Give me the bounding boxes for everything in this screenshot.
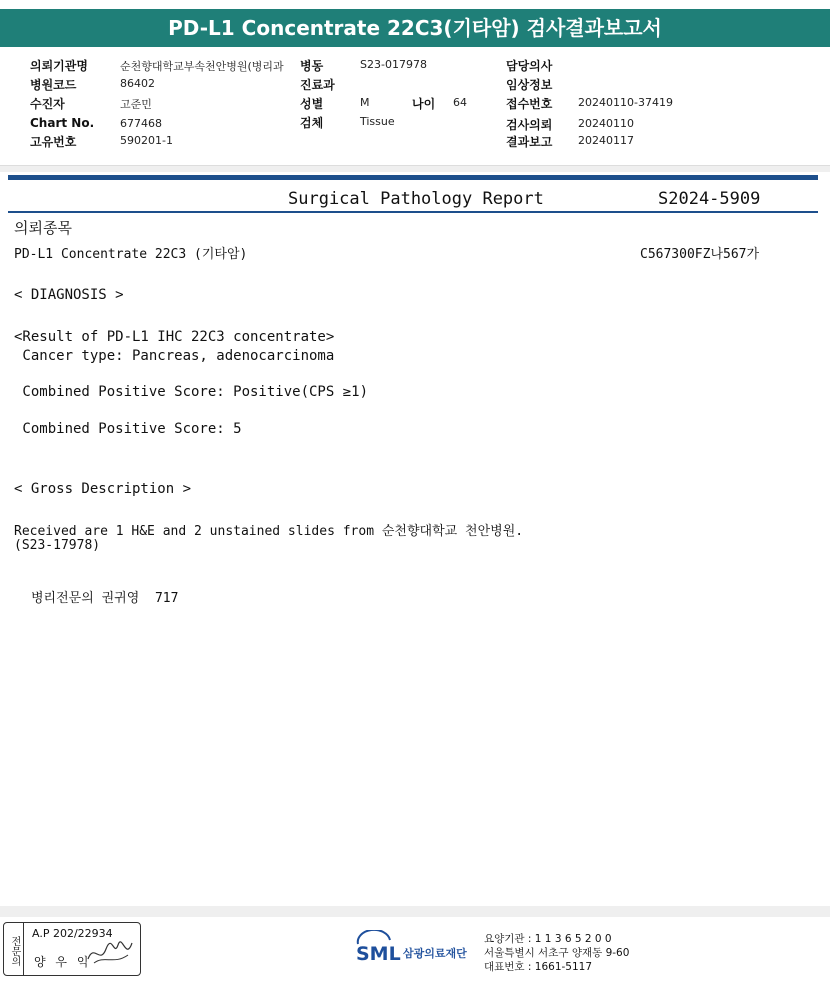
report-date-label: 결과보고 bbox=[506, 135, 553, 149]
address: 서울특별시 서초구 양재동 9-60 bbox=[484, 947, 630, 959]
hospital-code-value: 86402 bbox=[120, 77, 155, 90]
section-separator bbox=[0, 166, 830, 172]
accession-value: 20240110-37419 bbox=[578, 96, 673, 109]
sex-value: M bbox=[360, 96, 370, 109]
cancer-type: Cancer type: Pancreas, adenocarcinoma bbox=[14, 348, 335, 364]
unique-label: 고유번호 bbox=[30, 135, 77, 149]
patient-info-panel bbox=[0, 47, 830, 166]
gross-line-2: (S23-17978) bbox=[14, 538, 101, 553]
report-date-value: 20240117 bbox=[578, 134, 634, 147]
patient-value: 고준민 bbox=[120, 98, 152, 111]
report-heading: Surgical Pathology Report bbox=[288, 189, 544, 209]
age-label: 나이 bbox=[412, 97, 436, 111]
blue-rule bbox=[8, 175, 818, 180]
gross-line-1: Received are 1 H&E and 2 unstained slides from 순천향대학교 천안병원. bbox=[14, 524, 524, 539]
gross-heading: < Gross Description > bbox=[14, 481, 192, 497]
dept-label: 진료과 bbox=[300, 78, 335, 92]
chart-label: Chart No. bbox=[30, 116, 95, 130]
ward-label: 병동 bbox=[300, 59, 324, 73]
care-institution: 요양기관 : 1 1 3 6 5 2 0 0 bbox=[484, 933, 612, 945]
request-label: 검사의뢰 bbox=[506, 118, 553, 132]
specimen-label: 검체 bbox=[300, 116, 324, 130]
test-name: PD-L1 Concentrate 22C3 (기타암) bbox=[14, 247, 248, 262]
cps-value: Combined Positive Score: 5 bbox=[14, 421, 242, 437]
ward-value: S23-017978 bbox=[360, 58, 427, 71]
patient-label: 수진자 bbox=[30, 97, 65, 111]
institution-value: 순천향대학교부속천안병원(병리과 bbox=[120, 60, 284, 73]
pathologist-signature: 병리전문의 권귀영 717 bbox=[31, 591, 179, 606]
institution-label: 의뢰기관명 bbox=[30, 59, 88, 73]
phone-number: 대표번호 : 1661-5117 bbox=[484, 961, 593, 973]
logo-mark: SML bbox=[356, 943, 401, 965]
footer-separator bbox=[0, 906, 830, 917]
clinical-label: 임상정보 bbox=[506, 78, 553, 92]
stamp-side-label: 전문의 bbox=[4, 923, 24, 975]
diagnosis-heading: < DIAGNOSIS > bbox=[14, 287, 124, 303]
handwritten-signature bbox=[84, 935, 136, 971]
foundation-name: 삼광의료재단 bbox=[403, 947, 467, 960]
sml-logo bbox=[356, 930, 481, 966]
accession-label: 접수번호 bbox=[506, 97, 553, 111]
report-number: S2024-5909 bbox=[658, 189, 761, 209]
hospital-code-label: 병원코드 bbox=[30, 78, 77, 92]
request-value: 20240110 bbox=[578, 117, 634, 130]
report-header bbox=[8, 185, 818, 213]
specialist-stamp bbox=[3, 922, 141, 976]
stamp-name: 양 우 익 bbox=[34, 955, 92, 969]
request-item-label: 의뢰종목 bbox=[14, 219, 72, 237]
chart-value: 677468 bbox=[120, 117, 162, 130]
specimen-value: Tissue bbox=[360, 115, 395, 128]
stamp-ap-number: A.P 202/22934 bbox=[32, 927, 113, 940]
test-code: C567300FZ나567가 bbox=[640, 247, 760, 262]
cps-result: Combined Positive Score: Positive(CPS ≥1) bbox=[14, 384, 369, 400]
age-value: 64 bbox=[453, 96, 467, 109]
sex-label: 성별 bbox=[300, 97, 324, 111]
report-title: PD-L1 Concentrate 22C3(기타암) 검사결과보고서 bbox=[0, 9, 830, 47]
unique-value: 590201-1 bbox=[120, 134, 173, 147]
result-heading: <Result of PD-L1 IHC 22C3 concentrate> bbox=[14, 329, 335, 345]
doctor-label: 담당의사 bbox=[506, 59, 553, 73]
